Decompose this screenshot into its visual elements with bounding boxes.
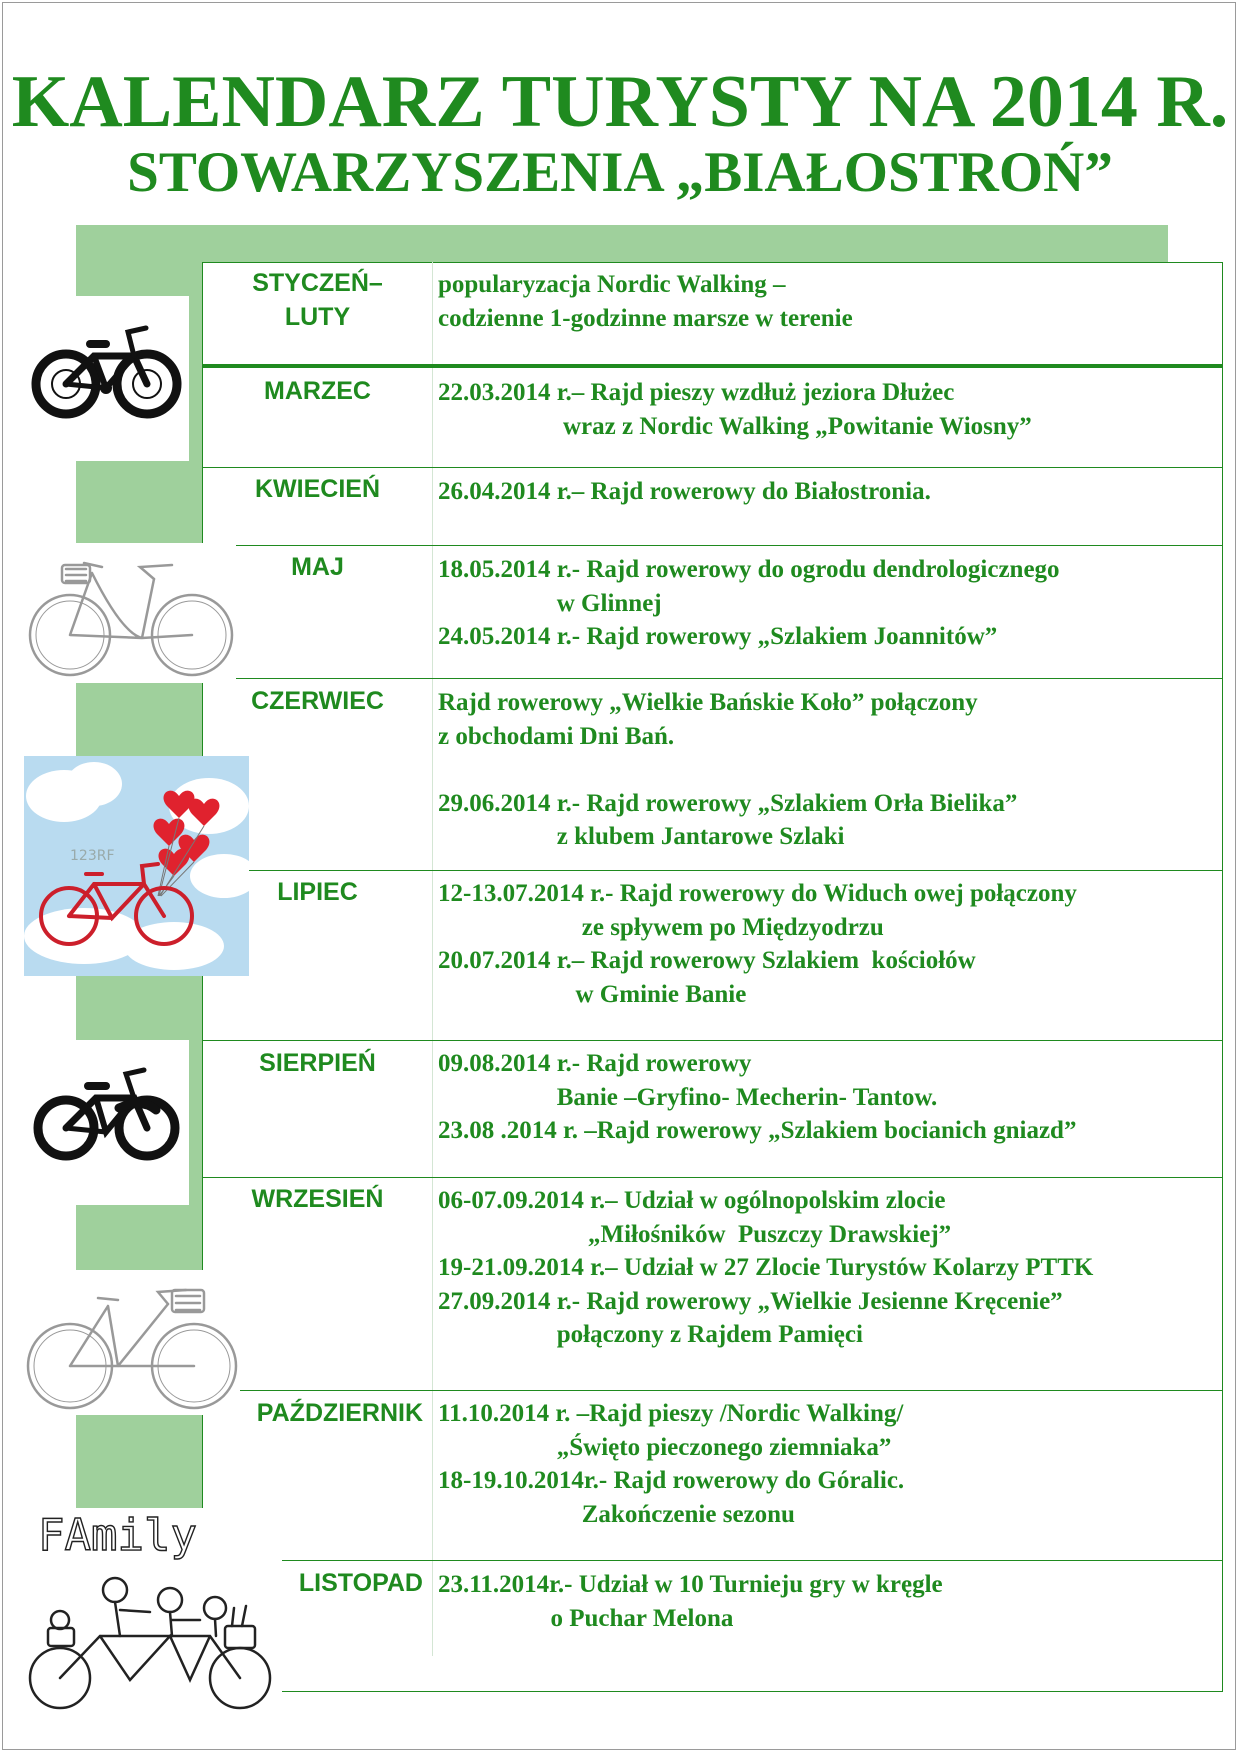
entry-line: 09.08.2014 r.- Rajd rowerowy [438,1050,752,1077]
entry-line: 19-21.09.2014 r.– Udział w 27 Zlocie Turystów Kolarzy PTTK [438,1254,1094,1281]
black-bicycle-icon [24,296,189,461]
entry-line: 23.08 .2014 r. –Rajd rowerowy „Szlakiem bocianich gniazd” [438,1117,1077,1144]
entry-line: w Glinnej [438,589,662,617]
entry-line: 27.09.2014 r.- Rajd rowerowy „Wielkie Jesienne Kręcenie” [438,1287,1063,1315]
entry-line: ze spływem po Międzyodrzu [438,913,884,941]
month-listopad: LISTOPAD [298,1569,423,1597]
entry-line: 24.05.2014 r.- Rajd rowerowy „Szlakiem Joannitów” [438,623,998,650]
row-separator [202,1390,1223,1391]
page-subtitle: STOWARZYSZENIA „BIAŁOSTROŃ” [127,141,1113,204]
entry-listopad [438,1568,1218,1635]
entry-line [438,753,1218,787]
entry-line: popularyzacja Nordic Walking – [438,271,786,298]
black-bicycle-icon [24,1040,189,1205]
column-divider [432,262,433,1656]
entry-line: 22.03.2014 r.– Rajd pieszy wzdłuż jeziora Dłużec [438,379,955,406]
entry-marzec [438,376,1218,443]
entry-line: Banie –Gryfino- Mecherin- Tantow. [438,1083,938,1111]
month-pazdziernik: PAŹDZIERNIK [256,1399,423,1427]
month-czerwiec: CZERWIEC [251,687,384,715]
red-bicycle-balloons-icon [24,756,249,976]
row-separator [202,1177,1223,1178]
row-separator [202,364,1223,368]
entry-line: 20.07.2014 r.– Rajd rowerowy Szlakiem kościołów [438,947,976,974]
entry-line: 26.04.2014 r.– Rajd rowerowy do Białostronia. [438,478,931,505]
entry-line: codzienne 1-godzinne marsze w terenie [438,304,853,332]
entry-line: 29.06.2014 r.- Rajd rowerowy „Szlakiem Orła Bielika” [438,789,1018,817]
month-kwiecien: KWIECIEŃ [255,475,380,503]
month-maj: MAJ [291,553,344,581]
entry-line: Zakończenie sezonu [438,1500,795,1528]
row-separator [202,1040,1223,1041]
entry-line: 23.11.2014r.- Udział w 10 Turnieju gry w kręgle [438,1571,943,1598]
entry-wrzesien [438,1184,1218,1352]
month-sierpien: SIERPIEŃ [259,1049,376,1077]
entry-maj [438,553,1218,654]
entry-kwiecien [438,475,1218,509]
page-title: KALENDARZ TURYSTY NA 2014 R. [11,61,1229,143]
header-band [76,225,1168,262]
entry-line: 12-13.07.2014 r.- Rajd rowerowy do Widuch owej połączony [438,880,1077,907]
row-separator [202,545,1223,546]
entry-line: 06-07.09.2014 r.– Udział w ogólnopolskim zlocie [438,1187,946,1214]
entry-pazdziernik [438,1397,1218,1531]
month-styczen-luty: STYCZEŃ– LUTY [252,269,383,331]
entry-line: o Puchar Melona [438,1604,734,1632]
vintage-bicycle-icon [18,1270,240,1415]
entry-line: z klubem Jantarowe Szlaki [438,823,845,850]
row-separator [202,678,1223,679]
entry-czerwiec [438,686,1218,854]
entry-line: wraz z Nordic Walking „Powitanie Wiosny” [438,412,1032,440]
entry-line: połączony z Rajdem Pamięci [438,1321,863,1348]
entry-styczen-luty [438,268,1218,335]
row-separator [202,1560,1223,1561]
month-marzec: MARZEC [264,377,371,405]
entry-line: „Miłośników Puszczy Drawskiej” [438,1220,952,1248]
month-lipiec: LIPIEC [277,878,358,906]
vintage-bicycle-icon [22,543,236,683]
entry-line: 18.05.2014 r.- Rajd rowerowy do ogrodu dendrologicznego [438,556,1060,583]
watermark-text: 123RF [70,848,115,864]
entry-sierpien [438,1047,1218,1148]
entry-line: 11.10.2014 r. –Rajd pieszy /Nordic Walking/ [438,1400,904,1427]
family-tandem-icon [20,1508,282,1716]
entry-line: w Gminie Banie [438,980,747,1008]
row-separator [202,870,1223,871]
month-wrzesien: WRZESIEŃ [251,1185,384,1213]
entry-line: z obchodami Dni Bań. [438,722,675,750]
entry-lipiec [438,877,1218,1011]
entry-line: 18-19.10.2014r.- Rajd rowerowy do Góralic. [438,1467,905,1494]
entry-line: „Święto pieczonego ziemniaka” [438,1433,892,1461]
row-separator [202,467,1223,468]
entry-line: Rajd rowerowy „Wielkie Bańskie Koło” połączony [438,689,978,716]
family-label: FAmily [38,1510,197,1561]
